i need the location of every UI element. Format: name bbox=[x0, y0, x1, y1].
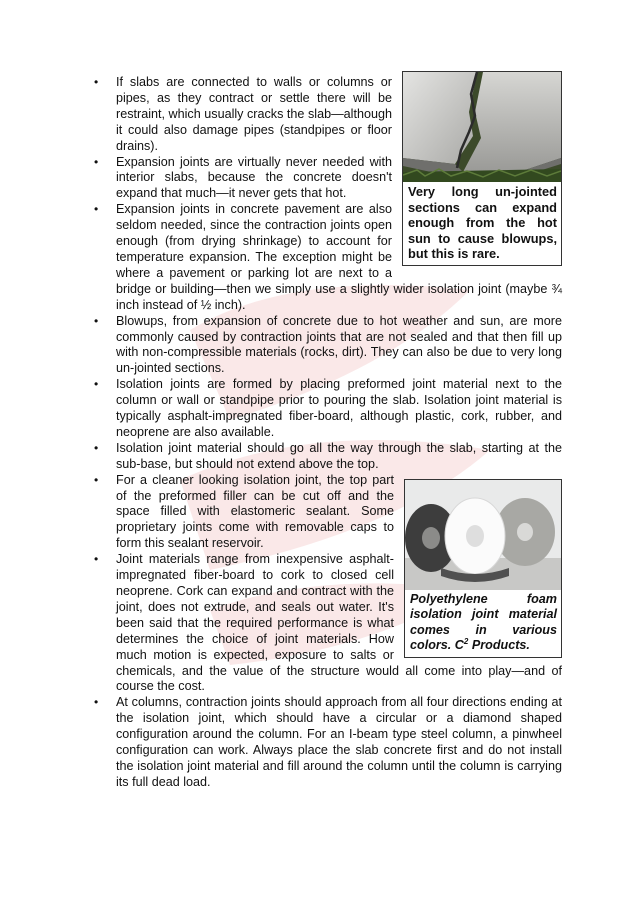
list-item: • Joint materials range from inexpensive asphalt-impregnated fiber-board to cork to closed cell neoprene. Cork can expand and contract with the joint, does not extrude, and seals out water. It's been said that the required performance is what determines the choice of joint materials. How much motion is expected, exposure to salts or chemicals, and the value of the structure would all come into play—and of course the cost. bbox=[92, 552, 562, 695]
figure-caption-superscript: 2 bbox=[463, 637, 469, 647]
figure-caption-tail: Products. bbox=[468, 638, 530, 653]
list-item: • Expansion joints are virtually never needed with interior slabs, because the concrete doesn't expand that much—it never gets that hot. bbox=[92, 155, 562, 203]
bullet-list bbox=[92, 75, 562, 791]
list-item: • Isolation joints are formed by placing preformed joint material next to the column or wall or standpipe prior to pouring the slab. Isolation joint material is typically asphalt-impregnated fiber-board, although plastic, cork, rubber, and neoprene are also available. bbox=[92, 377, 562, 441]
list-item: • Expansion joints in concrete pavement are also seldom needed, since the contraction joints open enough (from drying shrinkage) to account for temperature expansion. The exception might be where a pavement or parking lot are next to a bridge or building—then we simply use a slightly wider isolation joint (maybe ¾ inch instead of ½ inch). bbox=[92, 202, 562, 313]
figure-caption: Very long un-jointed sections can expand enough from the hot sun to cause blowups, but this is rare. bbox=[408, 184, 557, 262]
list-item: • If slabs are connected to walls or columns or pipes, as they contract or settle there will be restraint, which usually cracks the slab—although it could also damage pipes (standpipes or floor drains). bbox=[92, 75, 562, 155]
list-item: • Isolation joint material should go all the way through the slab, starting at the sub-base, but should not extend above the top. bbox=[92, 441, 562, 473]
list-item: • Blowups, from expansion of concrete due to hot weather and sun, are more commonly caused by contraction joints that are not sealed and that then fill up with non-compressible materials (rocks, dirt). They can also be due to very long un-jointed sections. bbox=[92, 314, 562, 378]
list-item: • At columns, contraction joints should approach from all four directions ending at the isolation joint, which should have a circular or a diamond shaped configuration around the column. For an I-beam type steel column, a pinwheel configuration can work. Always place the slab concrete first and do not install the isolation joint material and fill around the column until the column is carrying its full dead load. bbox=[92, 695, 562, 790]
document-body bbox=[92, 75, 562, 791]
figure-caption-text: Polyethylene foam isolation joint material comes in various colors. C bbox=[410, 591, 557, 653]
list-item: • For a cleaner looking isolation joint, the top part of the preformed filler can be cut off and the space filled with elastomeric sealant. Some proprietary joints come with removable caps to form this sealant reservoir. bbox=[92, 473, 562, 553]
